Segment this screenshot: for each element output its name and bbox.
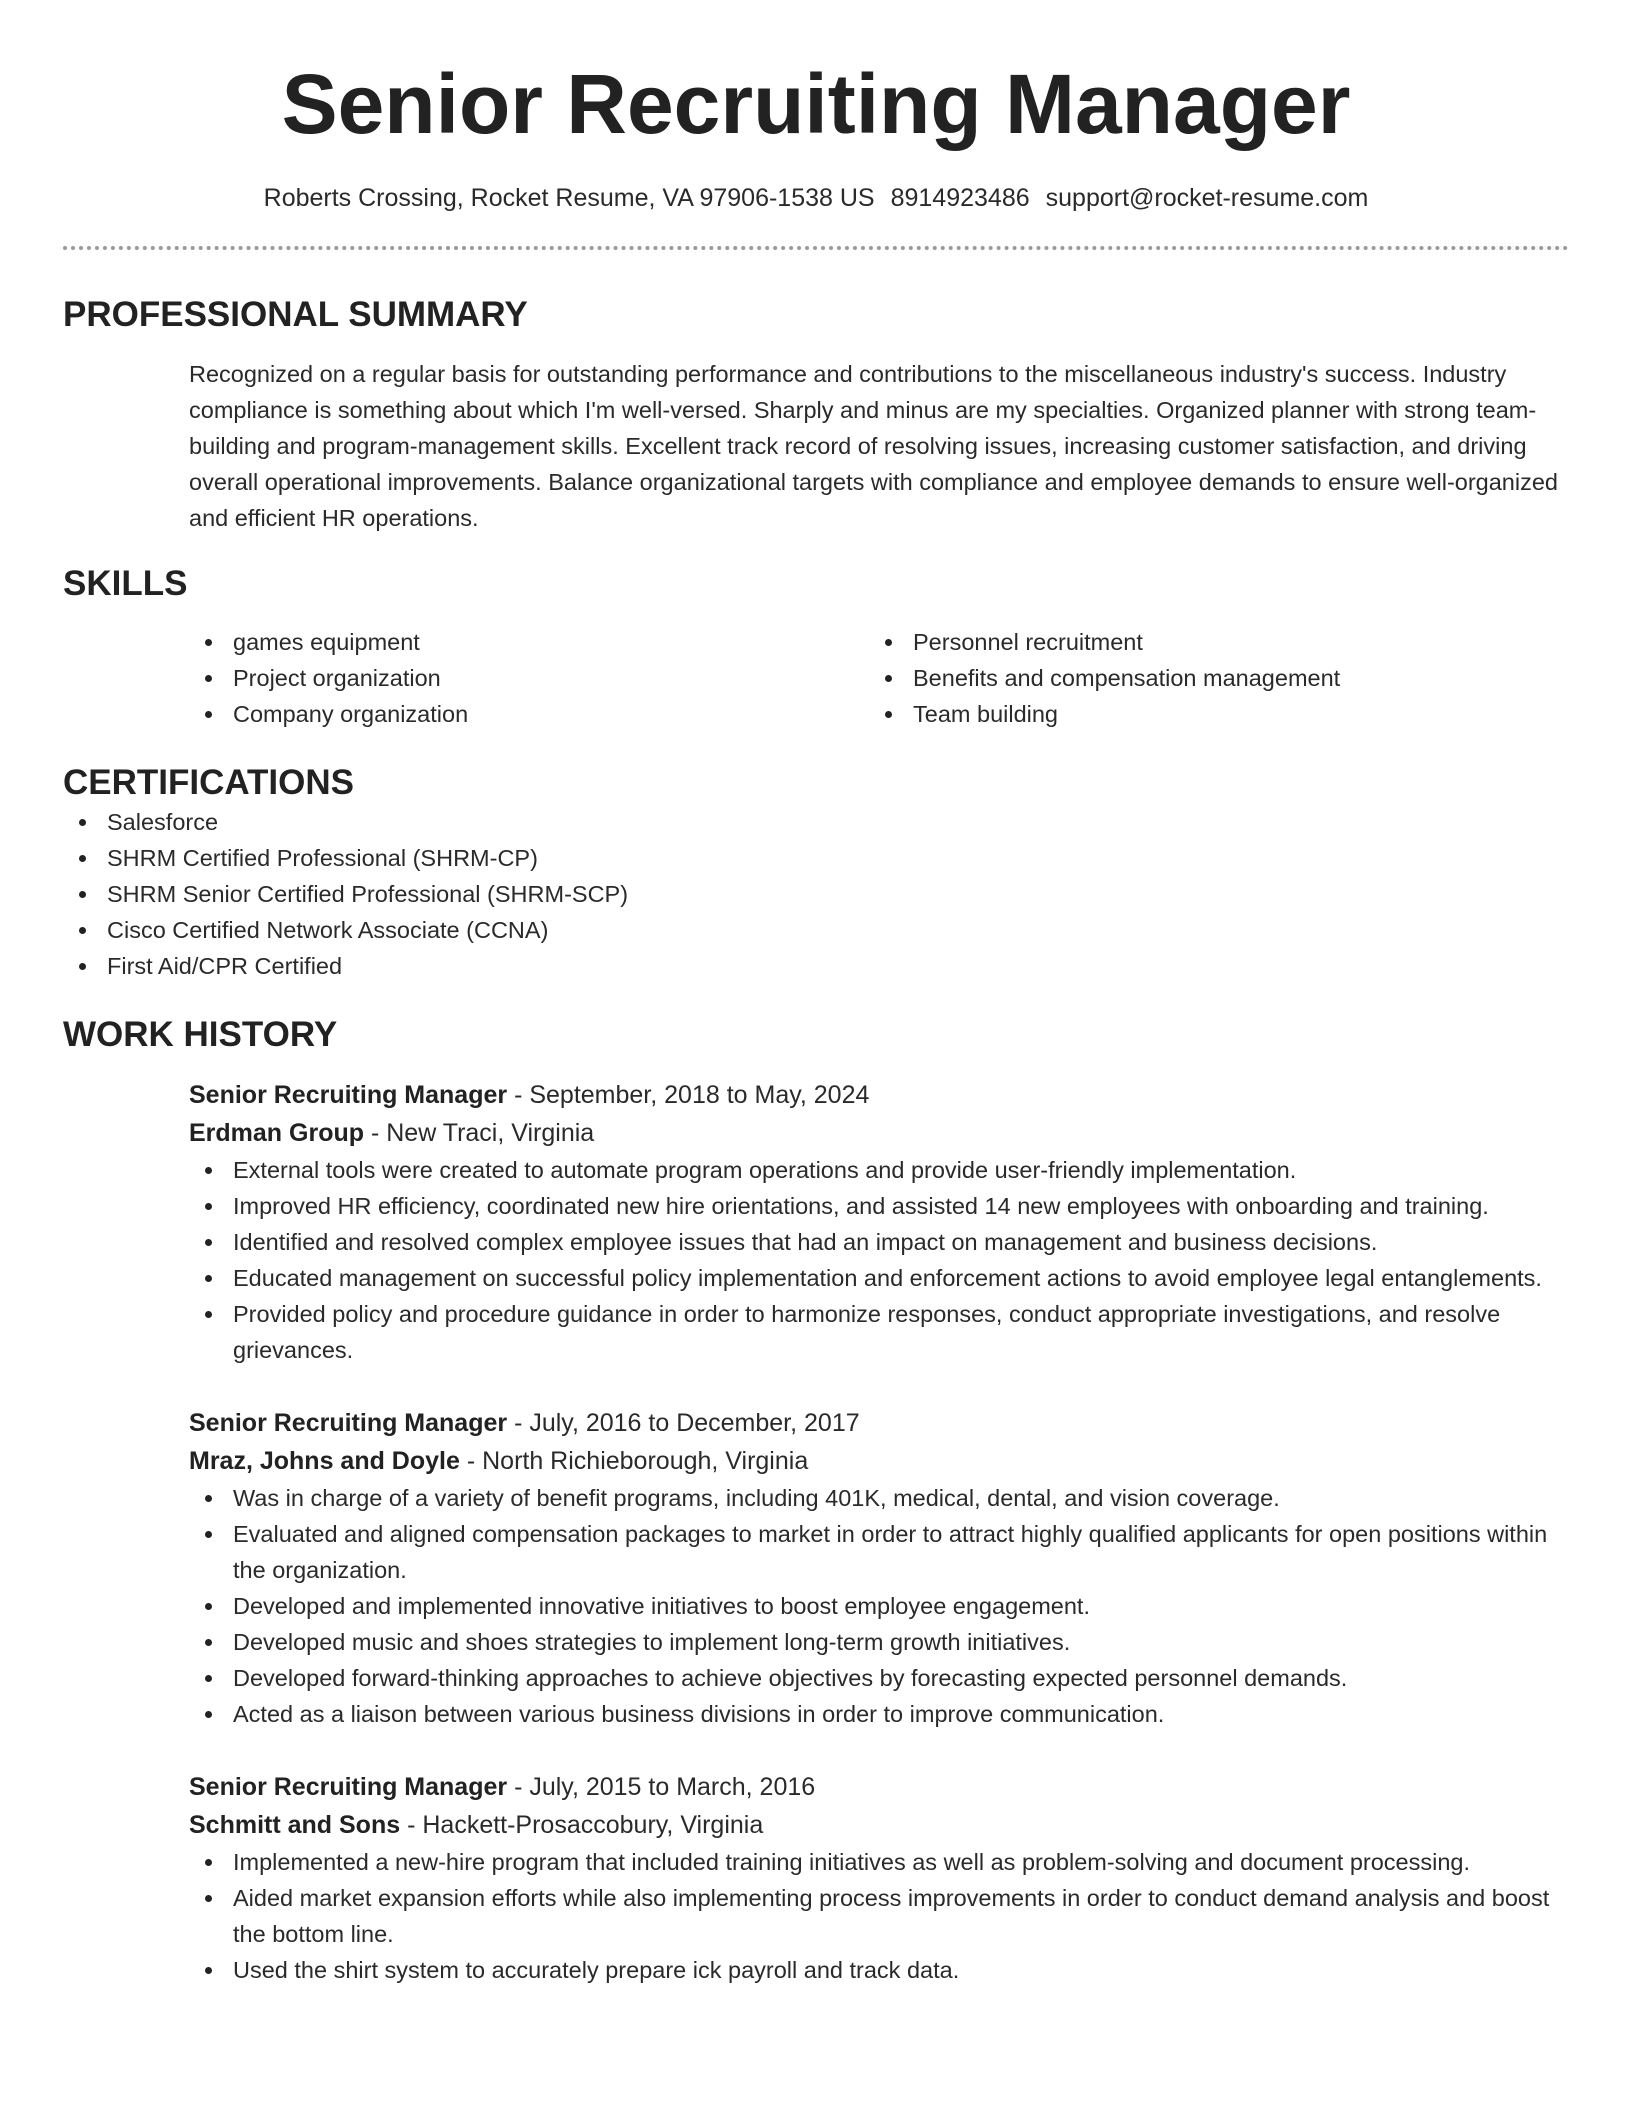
job-company-line (189, 1114, 1569, 1152)
job-entry (189, 1076, 1569, 1368)
job-location: - North Richieborough, Virginia (459, 1447, 809, 1475)
skills-column-right (869, 624, 1549, 732)
job-bullets (189, 1152, 1569, 1368)
job-bullets (189, 1480, 1569, 1732)
job-company: Schmitt and Sons (189, 1811, 401, 1839)
skill-item: Personnel recruitment (869, 624, 1549, 660)
job-title: Senior Recruiting Manager (189, 1409, 508, 1437)
job-bullet: Identified and resolved complex employee issues that had an impact on management and business decisions. (189, 1224, 1569, 1260)
skill-item: Team building (869, 696, 1549, 732)
job-company: Mraz, Johns and Doyle (189, 1447, 460, 1475)
job-bullet: External tools were created to automate program operations and provide user-friendly implementation. (189, 1152, 1569, 1188)
skills-list-left (189, 624, 869, 732)
job-location: - New Traci, Virginia (364, 1119, 595, 1147)
job-bullet: Acted as a liaison between various business divisions in order to improve communication. (189, 1696, 1569, 1732)
job-entry (189, 1768, 1569, 1988)
certification-item: Cisco Certified Network Associate (CCNA) (63, 912, 1569, 948)
skills-grid (189, 624, 1569, 732)
job-bullet: Used the shirt system to accurately prepare ick payroll and track data. (189, 1952, 1569, 1988)
certification-item: Salesforce (63, 804, 1569, 840)
contact-email: support@rocket-resume.com (1045, 184, 1369, 212)
skills-column-left (189, 624, 869, 732)
job-bullet: Developed music and shoes strategies to implement long-term growth initiatives. (189, 1624, 1569, 1660)
certification-item: SHRM Certified Professional (SHRM-CP) (63, 840, 1569, 876)
job-company-line (189, 1442, 1569, 1480)
skill-item: games equipment (189, 624, 869, 660)
job-bullet: Was in charge of a variety of benefit programs, including 401K, medical, dental, and vision coverage. (189, 1480, 1569, 1516)
job-bullet: Improved HR efficiency, coordinated new hire orientations, and assisted 14 new employees with onboarding and training. (189, 1188, 1569, 1224)
job-title: Senior Recruiting Manager (189, 1773, 508, 1801)
job-bullet: Educated management on successful policy implementation and enforcement actions to avoid employee legal entanglements. (189, 1260, 1569, 1296)
job-bullets (189, 1844, 1569, 1988)
job-dates: - September, 2018 to May, 2024 (507, 1081, 870, 1109)
job-location: - Hackett-Prosaccobury, Virginia (400, 1811, 764, 1839)
job-title: Senior Recruiting Manager (189, 1081, 508, 1109)
job-entry (189, 1404, 1569, 1732)
job-dates: - July, 2016 to December, 2017 (507, 1409, 860, 1437)
header-divider (63, 246, 1569, 250)
job-title-line (189, 1768, 1569, 1806)
certification-item: SHRM Senior Certified Professional (SHRM-SCP) (63, 876, 1569, 912)
job-title-line (189, 1404, 1569, 1442)
job-bullet: Implemented a new-hire program that included training initiatives as well as problem-solving and document processing. (189, 1844, 1569, 1880)
skill-item: Benefits and compensation management (869, 660, 1549, 696)
job-title-line (189, 1076, 1569, 1114)
resume-title: Senior Recruiting Manager (281, 57, 1351, 151)
skills-heading: SKILLS (63, 564, 188, 603)
job-bullet: Developed and implemented innovative initiatives to boost employee engagement. (189, 1588, 1569, 1624)
job-bullet: Developed forward-thinking approaches to achieve objectives by forecasting expected personnel demands. (189, 1660, 1569, 1696)
job-company-line (189, 1806, 1569, 1844)
summary-heading: PROFESSIONAL SUMMARY (63, 295, 528, 334)
job-dates: - July, 2015 to March, 2016 (507, 1773, 816, 1801)
job-company: Erdman Group (189, 1119, 365, 1147)
certification-item: First Aid/CPR Certified (63, 948, 1569, 984)
certifications-heading: CERTIFICATIONS (63, 763, 355, 802)
certifications-list (63, 804, 1569, 984)
skill-item: Project organization (189, 660, 869, 696)
contact-phone: 8914923486 (890, 184, 1030, 212)
skill-item: Company organization (189, 696, 869, 732)
contact-line (63, 181, 1569, 215)
contact-address: Roberts Crossing, Rocket Resume, VA 97906-1538 US (263, 184, 875, 212)
job-bullet: Evaluated and aligned compensation packages to market in order to attract highly qualified applicants for open positions within the organization. (189, 1516, 1569, 1588)
summary-text: Recognized on a regular basis for outstanding performance and contributions to the miscellaneous industry's success. Industry compliance is something about which I'm well-versed. Sharply and minus are my specialties. Organized planner with strong team-building and program-management skills. Excellent track record of resolving issues, increasing customer satisfaction, and driving overall operational improvements. Balance organizational targets with compliance and employee demands to ensure well-organized and efficient HR operations. (189, 361, 1558, 531)
job-bullet: Aided market expansion efforts while also implementing process improvements in order to conduct demand analysis and boost the bottom line. (189, 1880, 1569, 1952)
job-bullet: Provided policy and procedure guidance in order to harmonize responses, conduct appropriate investigations, and resolve grievances. (189, 1296, 1569, 1368)
skills-list-right (869, 624, 1549, 732)
work-history-heading: WORK HISTORY (63, 1015, 338, 1054)
